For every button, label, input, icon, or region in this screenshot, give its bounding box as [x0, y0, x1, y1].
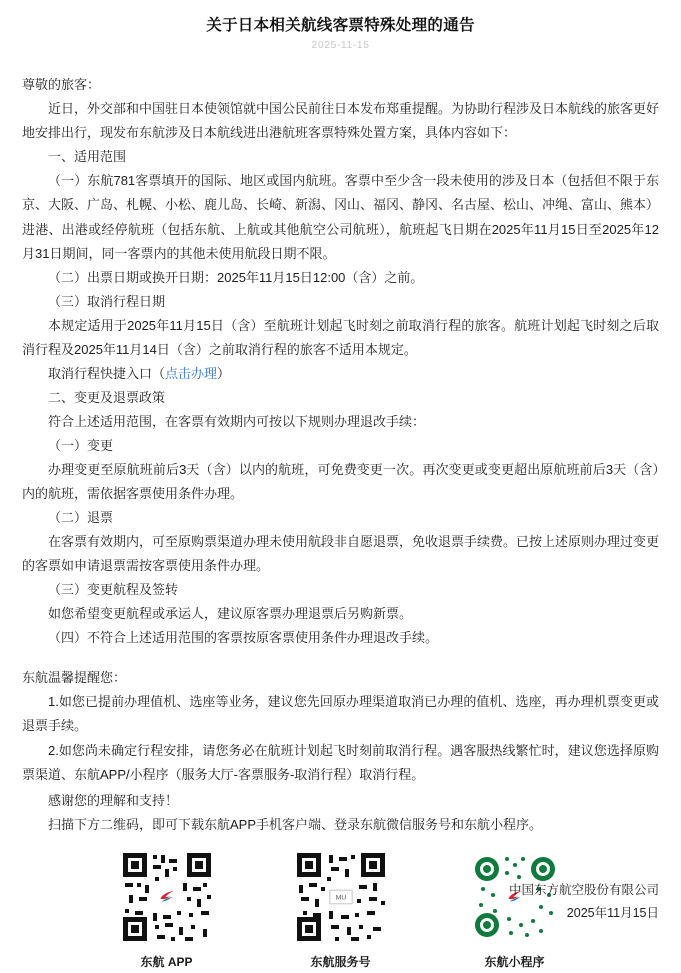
document-footer — [509, 879, 659, 927]
intro-paragraph: 近日，外交部和中国驻日本使领馆就中国公民前往日本发布郑重提醒。为协助行程涉及日本航线的旅客更好地安排出行，现发布东航涉及日本航线进出港航班客票特殊处置方案，具体内容如下： — [22, 101, 660, 141]
section-1-item-1: （一）东航781客票填开的国际、地区或国内航班。客票中至少含一段未使用的涉及日本（包括但不限于东京、大阪、广岛、札幌、小松、鹿儿岛、长崎、新潟、冈山、福冈、静冈、名古屋、松山、冲绳、富山、熊本）进港、出港或经停航班（包括东航、上航或其他航空公司航班），航班起飞日期在2025年11月15日至2025年12月31日期间，同一客票内的其他未使用航段日期不限。 — [22, 173, 660, 261]
section-2-sub-3-text: 如您希望变更航程或承运人，建议原客票办理退票后另购新票。 — [48, 606, 413, 622]
thanks-line: 感谢您的理解和支持！ — [48, 792, 179, 808]
section-2-sub-2-title: （二）退票 — [48, 510, 114, 526]
section-2-sub-4-title: （四）不符合上述适用范围的客票按原客票使用条件办理退改手续。 — [48, 630, 439, 646]
cancel-entry-line — [22, 362, 659, 386]
eastern-airlines-logo-icon — [155, 885, 179, 909]
footer-date: 2025年11月15日 — [566, 906, 659, 921]
section-2-sub-1-text: 办理变更至原航班前后3天（含）以内的航班，可免费变更一次。再次变更或变更超出原航班前后3天（含）内的航班，需依据客票使用条件办理。 — [22, 462, 659, 502]
page-title: 关于日本相关航线客票特殊处理的通告 — [206, 17, 475, 34]
section-1-item-3: （三）取消行程日期 — [48, 293, 166, 309]
qr-item-app — [106, 853, 228, 973]
section-2-lead: 符合上述适用范围，在客票有效期内可按以下规则办理退改手续： — [48, 413, 426, 429]
cancel-entry-link[interactable]: 点击办理 — [165, 365, 218, 381]
section-1-item-2: （二）出票日期或换开日期：2025年11月15日12:00（含）之前。 — [48, 269, 424, 285]
section-2-sub-1-title: （一）变更 — [48, 437, 114, 453]
qr-caption-app: 东航 APP — [140, 954, 193, 969]
section-2-heading: 二、变更及退票政策 — [48, 389, 166, 405]
svg-text:MU: MU — [335, 894, 346, 902]
section-1-heading: 一、适用范围 — [48, 149, 127, 165]
document-header — [22, 0, 659, 51]
cancel-entry-label: 取消行程快捷入口（ — [48, 365, 166, 381]
scan-note: 扫描下方二维码，即可下载东航APP手机客户端、登录东航微信服务号和东航小程序。 — [48, 816, 543, 832]
document-date-stamp: 2025-11-15 — [311, 39, 370, 52]
qr-caption-service-account: 东航服务号 — [310, 954, 371, 969]
qr-code-app-icon — [123, 853, 211, 941]
wechat-logo-icon — [328, 888, 354, 906]
tips-title: 东航温馨提醒您： — [22, 670, 127, 686]
cancel-entry-suffix: ） — [217, 365, 231, 381]
footer-company: 中国东方航空股份有限公司 — [508, 882, 659, 897]
document-body — [22, 73, 659, 973]
section-2-sub-3-title: （三）变更航程及签转 — [48, 582, 179, 598]
tip-1: 1.如您已提前办理值机、选座等业务，建议您先回原办理渠道取消已办理的值机、选座，再办理机票变更或退票手续。 — [22, 694, 659, 734]
section-2-sub-2-text: 在客票有效期内，可至原购票渠道办理未使用航段非自愿退票，免收退票手续费。已按上述原则办理过变更的客票如申请退票需按客票使用条件办理。 — [22, 534, 660, 574]
tip-2: 2.如您尚未确定行程安排，请您务必在航班计划起飞时刻前取消行程。遇客服热线繁忙时，建议您选择原购票渠道、东航APP/小程序（服务大厅-客票服务-取消行程）取消行程。 — [22, 742, 659, 782]
qr-code-service-account-icon — [297, 853, 385, 941]
spacer — [22, 650, 659, 666]
qr-caption-mini-program: 东航小程序 — [484, 954, 545, 969]
section-1-trailing: 本规定适用于2025年11月15日（含）至航班计划起飞时刻之前取消行程的旅客。航班计划起飞时刻之后取消行程及2025年11月14日（含）之前取消行程的旅客不适用本规定。 — [22, 317, 659, 357]
salutation: 尊敬的旅客： — [22, 77, 101, 93]
qr-item-service-account — [280, 853, 402, 973]
